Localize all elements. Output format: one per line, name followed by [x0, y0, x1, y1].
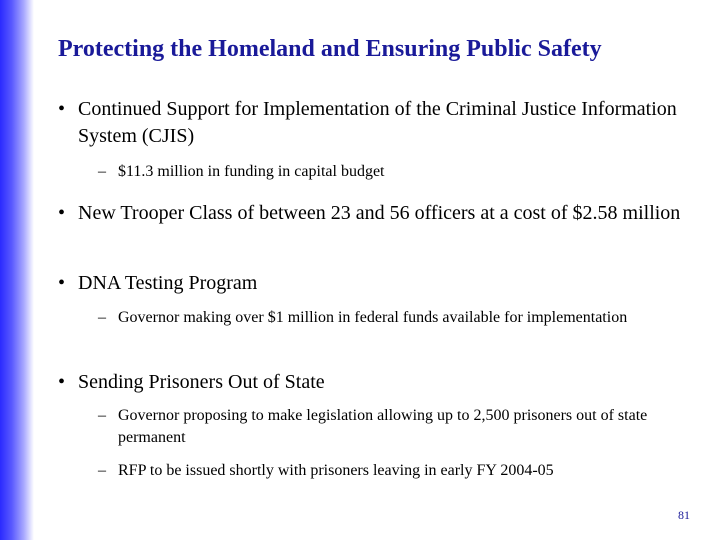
bullet-icon: • — [58, 371, 66, 393]
bullet-text: Sending Prisoners Out of State — [78, 371, 325, 393]
bullet-text: Continued Support for Implementation of the Criminal Justice Information System (CJIS) — [78, 98, 677, 147]
bullet-icon: • — [58, 272, 66, 294]
bullet-icon: • — [58, 98, 66, 120]
sub-bullet-text: $11.3 million in funding in capital budget — [118, 163, 385, 180]
page-number: 81 — [678, 508, 690, 522]
bullet-text: DNA Testing Program — [78, 272, 258, 294]
sub-bullet-text: Governor making over $1 million in federal funds available for implementation — [118, 309, 628, 326]
dash-icon: – — [98, 309, 106, 326]
dash-icon: – — [98, 462, 106, 479]
bullet-text: New Trooper Class of between 23 and 56 officers at a cost of $2.58 million — [78, 202, 681, 224]
bullet-icon: • — [58, 202, 66, 224]
slide-title: Protecting the Homeland and Ensuring Public Safety — [58, 36, 602, 62]
dash-icon: – — [98, 407, 106, 424]
dash-icon: – — [98, 163, 106, 180]
sub-bullet-text: Governor proposing to make legislation allowing up to 2,500 prisoners out of state permanent — [118, 407, 648, 446]
sub-bullet-text: RFP to be issued shortly with prisoners leaving in early FY 2004-05 — [118, 462, 554, 479]
decorative-side-bar — [0, 0, 34, 540]
